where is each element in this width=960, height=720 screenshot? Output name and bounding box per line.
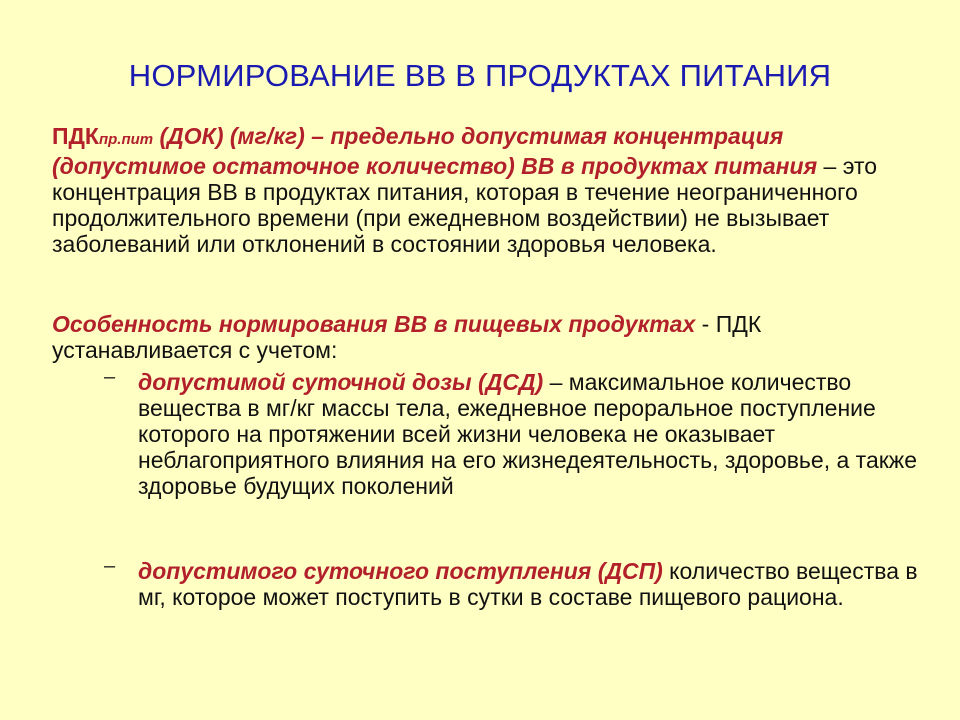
bullet-body: количество вещества в мг, которое может поступить в сутки в составе пищевого рациона.: [138, 558, 918, 610]
definition-term: [52, 123, 817, 179]
bullet-marker: –: [104, 366, 116, 388]
feature-paragraph: [52, 311, 912, 363]
definition-term-rest: (ДОК) (мг/кг) – предельно допустимая концентрация (допустимое остаточное количество) ВВ в продуктах питания: [52, 123, 818, 179]
feature-emphasis: Особенность нормирования ВВ в пищевых продуктах: [52, 311, 696, 337]
definition-term-main: ПДК: [52, 123, 99, 149]
definition-body: – это концентрация ВВ в продуктах питания, которая в течение неограниченного продолжительного времени (при ежедневном воздействии) не вызывает заболеваний или отклонений в состоянии здоровья человека.: [52, 153, 878, 257]
bullet-term: допустимой суточной дозы (ДСД): [138, 369, 544, 395]
slide-title: НОРМИРОВАНИЕ ВВ В ПРОДУКТАХ ПИТАНИЯ: [128, 58, 832, 93]
definition-term-subscript: пр.пит: [98, 131, 154, 148]
bullet-marker: –: [104, 555, 116, 577]
feature-body: - ПДК устанавливается с учетом:: [52, 311, 762, 363]
definition-paragraph: [52, 123, 912, 257]
bullet-item-dsd: [138, 369, 918, 499]
bullet-item-dsp: [138, 558, 918, 610]
bullet-term: допустимого суточного поступления (ДСП): [138, 558, 663, 584]
bullet-body: – максимальное количество вещества в мг/кг массы тела, ежедневное пероральное поступление которого на протяжении всей жизни человека не оказывает неблагоприятного влияния на его жизнедеятельность, здоровье, а также здоровье будущих поколений: [138, 369, 917, 499]
